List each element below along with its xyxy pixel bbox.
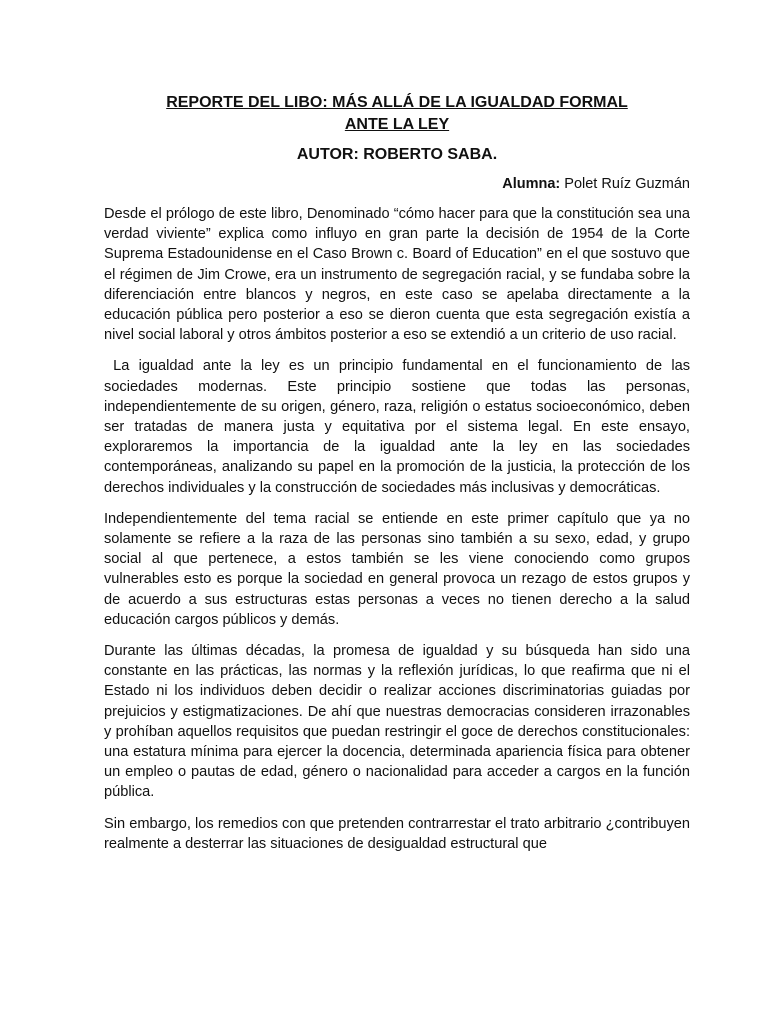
document-body [104,204,703,854]
student-name: Polet Ruíz Guzmán [560,176,690,192]
title-line-1: REPORTE DEL LIBO: MÁS ALLÁ DE LA IGUALDAD FORMAL [166,94,628,111]
paragraph-5: Sin embargo, los remedios con que pretenden contrarrestar el trato arbitrario ¿contribuyen realmente a desterrar las situaciones de desigualdad estructural que [104,815,695,852]
paragraph-1: Desde el prólogo de este libro, Denominado “cómo hacer para que la constitución sea una verdad viviente” explica como influyo en gran parte la decisión de 1954 de la Corte Suprema Estadounidense en el Caso Brown c. Board of Education” en el que sostuvo que el régimen de Jim Crowe, era un instrumento de segregación racial, y se fundaba sobre la diferenciación entre blancos y negros, en este caso se apelaba directamente a la educación pública pero posterior a eso se dieron cuenta que esta segregación existía a nivel social laboral y otros ámbitos posterior a eso se extendió a un criterio de uso racial. [104,206,695,344]
paragraph-2: La igualdad ante la ley es un principio fundamental en el funcionamiento de las sociedades modernas. Este principio sostiene que todas las personas, independientemente de su origen, género, raza, religión o estatus socioeconómico, deben ser tratadas de manera justa y equitativa por el sistema legal. En este ensayo, exploraremos la importancia de la igualdad ante la ley en las sociedades contemporáneas, analizando su papel en la promoción de la justicia, la protección de los derechos individuales y la construcción de sociedades más inclusivas y democráticas. [104,358,695,496]
student-line [104,174,690,194]
title-line-2: ANTE LA LEY [344,116,450,133]
document-author: AUTOR: ROBERTO SABA. [296,146,498,163]
paragraph-4: Durante las últimas décadas, la promesa de igualdad y su búsqueda han sido una constante en las prácticas, las normas y la reflexión jurídicas, lo que reafirma que ni el Estado ni los individuos deben decidir o realizar acciones discriminatorias guiadas por prejuicios y estigmatizaciones. De ahí que nuestras democracias consideren irrazonables y prohíban aquellos requisitos que puedan restringir el goce de derechos constitucionales: una estatura mínima para ejercer la docencia, determinada apariencia física para obtener un empleo o pautas de edad, género o nacionalidad para acceder a cargos en la función pública. [104,643,695,801]
document-title [104,92,690,136]
student-label: Alumna: [502,176,561,192]
paragraph-3: Independientemente del tema racial se entiende en este primer capítulo que ya no solamente se refiere a la raza de las personas sino también a su sexo, edad, y grupo social al que pertenece, a estos también se les viene conociendo como grupos vulnerables esto es porque la sociedad en general provoca un rezago de estos grupos y de acuerdo a sus estructuras estas personas a veces no tienen derecho a la salud educación cargos públicos y demás. [104,510,703,628]
